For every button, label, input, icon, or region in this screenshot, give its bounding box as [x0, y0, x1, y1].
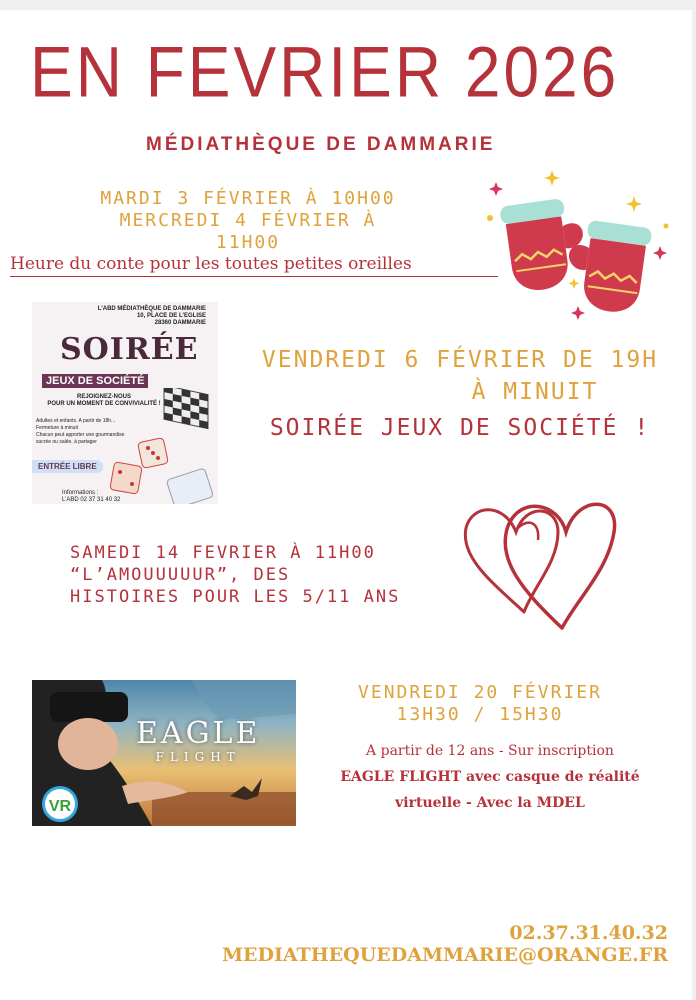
contact-block	[222, 922, 668, 966]
eagle-flight-logo: EAGLE FLIGHT	[136, 716, 261, 764]
mittens-illustration	[482, 168, 672, 322]
contact-email[interactable]: MEDIATHEQUEDAMMARIE@ORANGE.FR	[222, 944, 668, 966]
poster-badge: ENTRÉE LIBRE	[32, 460, 103, 473]
eagle-flight-image	[32, 680, 296, 826]
poster-subheadline: JEUX DE SOCIÉTÉ	[42, 374, 148, 388]
event-2: VENDREDI 6 FÉVRIER DE 19H À MINUIT SOIRÉE JEUX DE SOCIÉTÉ !	[261, 347, 659, 441]
event-1-dates: MARDI 3 FÉVRIER À 10H00 MERCREDI 4 FÉVRIER À 11H00	[100, 188, 396, 253]
vr-go-badge: VR	[42, 786, 78, 822]
event-3: SAMEDI 14 FEVRIER À 11H00 “L’AMOUUUUUR”, DES HISTOIRES POUR LES 5/11 ANS	[70, 543, 401, 607]
poster-headline: SOIRÉE	[60, 332, 199, 367]
event-4-info: A partir de 12 ans - Sur inscription EAGLE FLIGHT avec casque de réalité virtuelle - Avec la MDEL	[340, 743, 640, 811]
event-4-dates: VENDREDI 20 FÉVRIER 13H30 / 15H30	[358, 682, 602, 725]
event-1-title: Heure du conte pour les toutes petites oreilles	[10, 254, 498, 277]
checkerboard-icon	[158, 388, 218, 432]
page-title: EN FEVRIER 2026	[30, 31, 620, 113]
contact-phone: 02.37.31.40.32	[509, 922, 668, 944]
dice-icon	[108, 434, 218, 504]
hearts-illustration	[454, 488, 630, 636]
page-subtitle: MÉDIATHÈQUE DE DAMMARIE	[146, 134, 496, 155]
board-game-poster: L’ABD MÉDIATHÈQUE DE DAMMARIE 10, PLACE DE L’EGLISE 28360 DAMMARIE SOIRÉE JEUX DE SOCIÉTÉ REJOIGNEZ-NOUS POUR UN MOMENT DE CONVIVIALITÉ ! Adultes et enfants. A partir de 18h... Fermeture à minuit Chacun peut apporter une gourmandise sucrée ou salée, à partager ENTRÉE LIBRE Informations : L’ABD 02 37 31 40 32	[32, 302, 218, 504]
